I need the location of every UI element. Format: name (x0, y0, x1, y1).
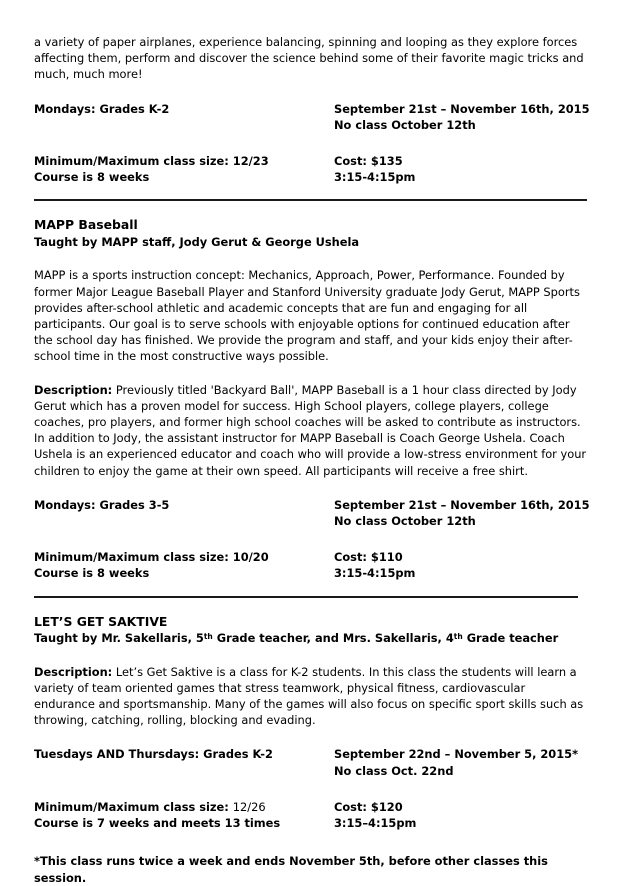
mapp-description-text: Previously titled 'Backyard Ball', MAPP Baseball is a 1 hour class directed by Jody Gerut which has a proven model for success. High School players, college players, college coaches, pro players, and former high school coaches will be asked to contribute as instructors. In addition to Jody, the assistant instructor for MAPP Baseball is Coach George Ushela. Coach Ushela is an experienced educator and coach who will provide a low-stress environment for your children to enjoy the game at their own speed. All participants will receive a free shirt. (34, 382, 587, 478)
saktive-schedule-dates-row (34, 746, 587, 778)
saktive-time: 3:15–4:15pm (334, 816, 417, 831)
saktive-footnote: *This class runs twice a week and ends November 5th, before other classes this session. (34, 854, 548, 885)
mapp-time: 3:15-4:15pm (334, 566, 416, 581)
spacer (34, 201, 587, 217)
saktive-size-cell (34, 799, 334, 831)
saktive-instructor-part3: Grade teacher (462, 631, 559, 646)
intro-schedule-dates-row (34, 101, 590, 133)
saktive-class-size (34, 799, 334, 815)
saktive-cost: Cost: $120 (334, 799, 403, 814)
section-instructor-lets-get-saktive (34, 630, 587, 646)
saktive-days-grades-cell (34, 746, 334, 778)
section-title-mapp-baseball: MAPP Baseball (34, 217, 138, 233)
spacer (34, 529, 587, 549)
spacer (34, 365, 587, 382)
saktive-instructor-part2: Grade teacher, and Mrs. Sakellaris, 4 (212, 631, 454, 646)
saktive-days-grades: Tuesdays AND Thursdays: Grades K-2 (34, 747, 273, 762)
intro-dates: September 21st – November 16th, 2015 (334, 101, 590, 116)
mapp-dates-cell (334, 497, 590, 529)
saktive-class-size-label: Minimum/Maximum class size: (34, 799, 229, 814)
saktive-instructor-part1: Taught by Mr. Sakellaris, 5 (34, 631, 204, 646)
spacer (34, 479, 587, 497)
mapp-class-size (34, 549, 334, 565)
spacer (34, 83, 587, 101)
spacer (34, 647, 587, 664)
spacer (34, 582, 587, 596)
mapp-class-size-label: Minimum/Maximum class size: (34, 550, 229, 565)
intro-no-class: No class October 12th (334, 117, 476, 132)
section-title-lets-get-saktive: LET’S GET SAKTIVE (34, 613, 168, 629)
intro-dates-cell (334, 101, 590, 133)
spacer (34, 133, 587, 153)
intro-time: 3:15-4:15pm (334, 170, 416, 185)
saktive-description-paragraph (34, 664, 587, 729)
intro-class-size-value: 12/23 (232, 154, 269, 169)
mapp-no-class: No class October 12th (334, 514, 476, 529)
intro-schedule-cost-row (34, 153, 587, 185)
mapp-cost: Cost: $110 (334, 550, 403, 565)
saktive-dates-cell (334, 746, 587, 778)
saktive-duration: Course is 7 weeks and meets 13 times (34, 816, 281, 831)
saktive-description-text: Let’s Get Saktive is a class for K-2 students. In this class the students will learn a variety of team oriented games that stress teamwork, physical fitness, cardiovascular endurance and sportsmanship. Many of the games will also focus on specific sport skills such as throwing, catching, rolling, blocking and evading. (34, 664, 584, 728)
mapp-overview-paragraph: MAPP is a sports instruction concept: Mechanics, Approach, Power, Performance. Founded by former Major League Baseball Player and Stanford University graduate Jody Gerut, MAPP Sports provides after-school athletic and academic concepts that are fun and engaging for all participants. Our goal is to serve schools with enjoyable options for continued education after the school day has finished. We provide the program and staff, and your kids enjoy their after-school time in the most constructive ways possible. (34, 268, 580, 364)
mapp-cost-cell (334, 549, 587, 581)
intro-class-size-label: Minimum/Maximum class size: (34, 154, 229, 169)
intro-paragraph: a variety of paper airplanes, experience balancing, spinning and looping as they explore forces affecting them, perform and discover the science behind some of their favorite magic tricks and much, much more! (34, 35, 584, 82)
intro-class-size (34, 153, 334, 169)
spacer (34, 728, 587, 746)
spacer (34, 185, 587, 199)
mapp-schedule-dates-row (34, 497, 590, 529)
saktive-dates: September 22nd – November 5, 2015* (334, 747, 579, 762)
spacer (34, 779, 587, 799)
intro-days-grades: Mondays: Grades K-2 (34, 101, 170, 116)
saktive-class-size-value: 12/26 (232, 799, 266, 814)
intro-cost-cell (334, 153, 587, 185)
spacer (34, 250, 587, 267)
saktive-description-label: Description: (34, 664, 113, 679)
saktive-ordinal-suffix-5th: th (203, 632, 213, 642)
saktive-cost-cell (334, 799, 587, 831)
mapp-class-size-value: 10/20 (232, 550, 269, 565)
saktive-no-class: No class Oct. 22nd (334, 763, 454, 778)
mapp-size-cell (34, 549, 334, 581)
intro-cost: Cost: $135 (334, 154, 403, 169)
spacer (34, 598, 587, 614)
intro-days-grades-cell (34, 101, 334, 133)
mapp-days-grades: Mondays: Grades 3-5 (34, 497, 170, 512)
mapp-schedule-cost-row (34, 549, 587, 581)
mapp-description-paragraph (34, 382, 587, 479)
mapp-description-label: Description: (34, 382, 113, 397)
saktive-ordinal-suffix-4th: th (453, 632, 463, 642)
mapp-dates: September 21st – November 16th, 2015 (334, 497, 590, 512)
spacer (34, 831, 587, 853)
mapp-duration: Course is 8 weeks (34, 566, 150, 581)
intro-duration: Course is 8 weeks (34, 170, 150, 185)
section-instructor-mapp-baseball: Taught by MAPP staff, Jody Gerut & George Ushela (34, 235, 360, 250)
mapp-days-grades-cell (34, 497, 334, 529)
saktive-schedule-cost-row (34, 799, 587, 831)
intro-size-cell (34, 153, 334, 185)
